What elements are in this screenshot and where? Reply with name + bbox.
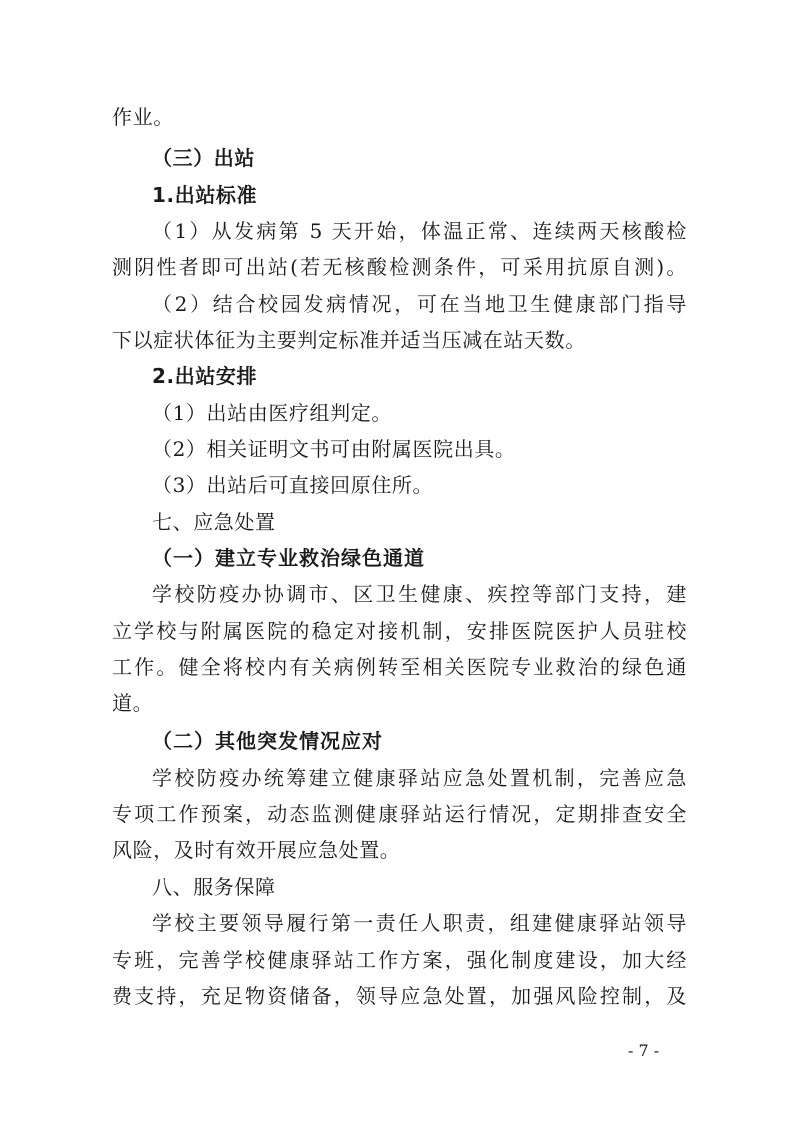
- subheading-other-emergencies: （二）其他突发情况应对: [152, 729, 383, 753]
- paragraph-line: （2）结合校园发病情况，可在当地卫生健康部门指导: [152, 292, 687, 316]
- paragraph-line: 道。: [112, 691, 154, 715]
- paragraph-line: （1）出站由医疗组判定。: [152, 401, 392, 425]
- paragraph-line: 作业。: [112, 105, 174, 129]
- paragraph-line: 下以症状体征为主要判定标准并适当压减在站天数。: [112, 328, 586, 352]
- paragraph-line: 立学校与附属医院的稳定对接机制，安排医院医护人员驻校: [112, 619, 687, 643]
- paragraph-line: 学校主要领导履行第一责任人职责，组建健康驿站领导: [152, 911, 687, 935]
- paragraph-line: 专项工作预案，动态监测健康驿站运行情况，定期排查安全: [112, 802, 687, 826]
- paragraph-line: 测阴性者即可出站(若无核酸检测条件，可采用抗原自测)。: [112, 255, 687, 279]
- subheading-exit-criteria: 1.出站标准: [152, 183, 258, 207]
- paragraph-line: （1）从发病第 5 天开始，体温正常、连续两天核酸检: [152, 219, 687, 243]
- paragraph-line: 费支持，充足物资储备，领导应急处置，加强风险控制，及: [112, 984, 687, 1008]
- subheading-green-channel: （一）建立专业救治绿色通道: [152, 546, 425, 570]
- paragraph-line: 风险，及时有效开展应急处置。: [112, 838, 401, 862]
- subheading-exit-arrangement: 2.出站安排: [152, 364, 258, 388]
- section-heading-service-guarantee: 八、服务保障: [152, 875, 276, 899]
- paragraph-line: 工作。健全将校内有关病例转至相关医院专业救治的绿色通: [112, 655, 687, 679]
- paragraph-line: 学校防疫办统筹建立健康驿站应急处置机制，完善应急: [152, 766, 687, 790]
- paragraph-line: （3）出站后可直接回原住所。: [152, 473, 434, 497]
- paragraph-line: 专班，完善学校健康驿站工作方案，强化制度建设，加大经: [112, 948, 687, 972]
- paragraph-line: 学校防疫办协调市、区卫生健康、疾控等部门支持，建: [152, 582, 687, 606]
- page-number: - 7 -: [628, 1041, 660, 1060]
- section-heading-emergency: 七、应急处置: [152, 510, 276, 534]
- section-heading-exit: （三）出站: [152, 146, 255, 170]
- paragraph-line: （2）相关证明文书可由附属医院出具。: [152, 437, 516, 461]
